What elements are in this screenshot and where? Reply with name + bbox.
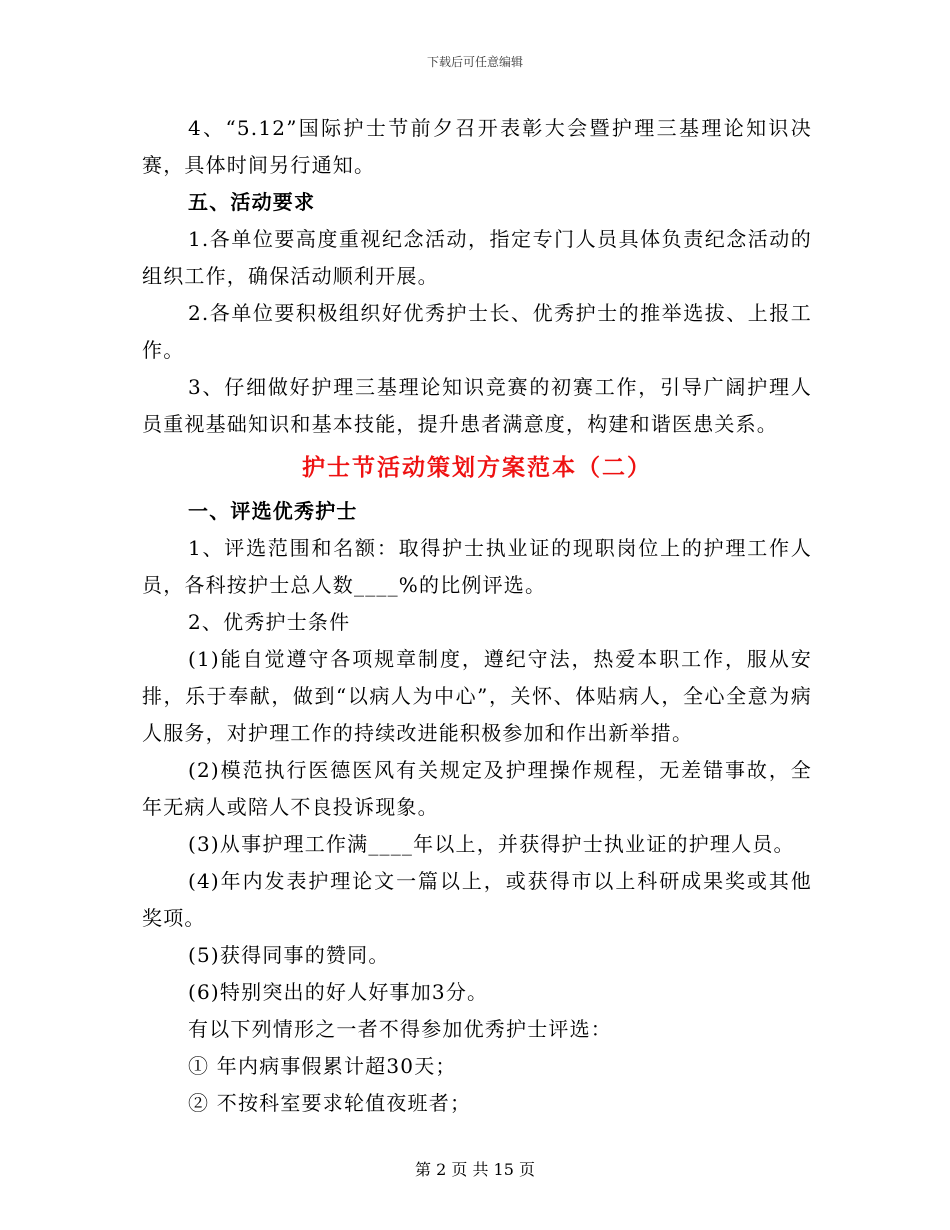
- heading-select-nurses: 一、评选优秀护士: [188, 499, 358, 523]
- paragraph-condition-6: (6)特别突出的好人好事加3分。: [188, 980, 489, 1004]
- paragraph-condition-2: (2)模范执行医德医风有关规定及护理操作规程，无差错事故，全年无病人或陪人不良投诉现象。: [142, 758, 812, 819]
- paragraph-final-event: 4、“5.12”国际护士节前夕召开表彰大会暨护理三基理论知识决赛，具体时间另行通知。: [142, 116, 812, 177]
- paragraph-exclusions-intro: 有以下列情形之一者不得参加优秀护士评选：: [188, 1017, 612, 1041]
- paragraph-condition-5: (5)获得同事的赞同。: [188, 943, 390, 967]
- paragraph-requirement-2: 2.各单位要积极组织好优秀护士长、优秀护士的推举选拔、上报工作。: [142, 301, 812, 362]
- document-body: [142, 110, 812, 1122]
- paragraph-condition-1: (1)能自觉遵守各项规章制度，遵纪守法，热爱本职工作，服从安排，乐于奉献，做到“以病人为中心”，关怀、体贴病人，全心全意为病人服务，对护理工作的持续改进能积极参加和作出新举措。: [142, 647, 812, 745]
- paragraph-exclusion-1: ① 年内病事假累计超30天；: [188, 1054, 457, 1078]
- section-title: 护士节活动策划方案范本（二）: [302, 454, 652, 481]
- paragraph-scope-quota: 1、评选范围和名额：取得护士执业证的现职岗位上的护理工作人员，各科按护士总人数____%的比例评选。: [142, 536, 812, 597]
- page-footer: 第 2 页 共 15 页: [415, 1160, 535, 1179]
- header-note: 下载后可任意编辑: [426, 55, 523, 69]
- paragraph-exclusion-2: ② 不按科室要求轮值夜班者；: [188, 1091, 472, 1115]
- paragraph-requirement-1: 1.各单位要高度重视纪念活动，指定专门人员具体负责纪念活动的组织工作，确保活动顺利开展。: [142, 227, 812, 288]
- paragraph-condition-3: (3)从事护理工作满____年以上，并获得护士执业证的护理人员。: [188, 832, 795, 856]
- paragraph-requirement-3: 3、仔细做好护理三基理论知识竞赛的初赛工作，引导广阔护理人员重视基础知识和基本技能，提升患者满意度，构建和谐医患关系。: [142, 375, 812, 436]
- paragraph-condition-4: (4)年内发表护理论文一篇以上，或获得市以上科研成果奖或其他奖项。: [142, 869, 812, 930]
- paragraph-conditions-heading: 2、优秀护士条件: [188, 610, 351, 634]
- heading-activity-requirements: 五、活动要求: [188, 190, 316, 214]
